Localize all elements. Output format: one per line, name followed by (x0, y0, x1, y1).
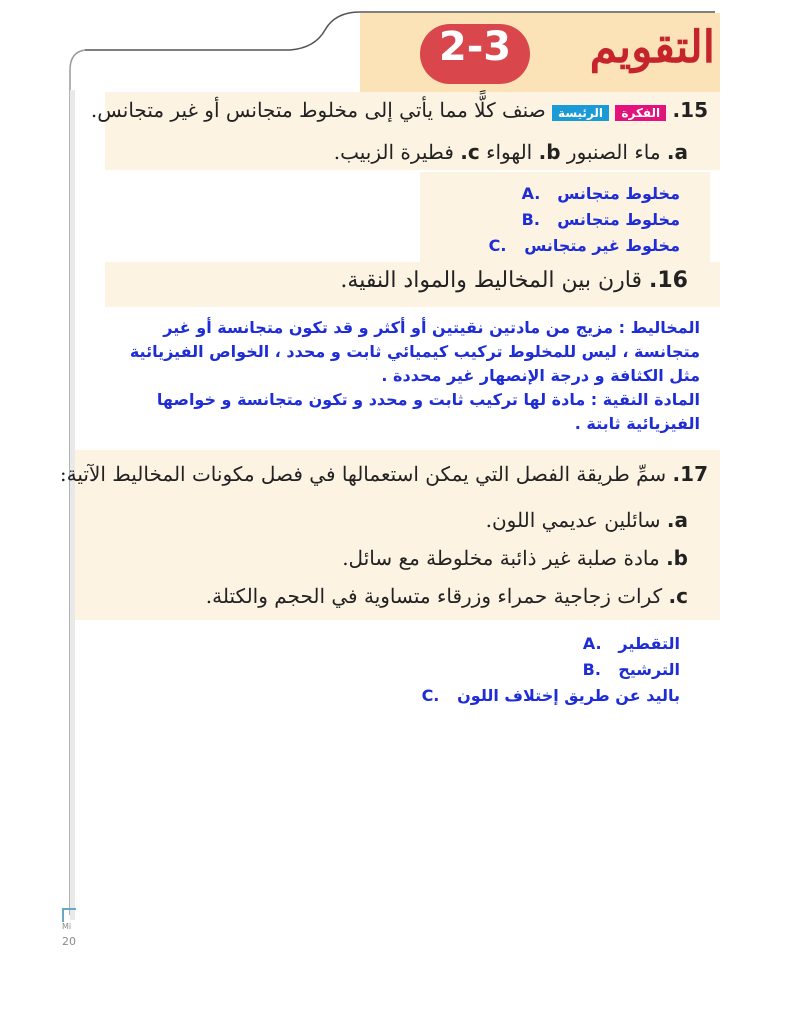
q15-answer-a-text: مخلوط متجانس (557, 184, 680, 203)
q15-number: 15. (672, 98, 708, 122)
q17-option-c-text: كرات زجاجية حمراء وزرقاء متساوية في الحجم والكتلة. (205, 584, 663, 608)
q15-option-a-letter: a. (666, 140, 688, 164)
footer-logo-icon (62, 908, 76, 922)
q17-option-b-letter: b. (666, 546, 688, 570)
q15-answer-b-text: مخلوط متجانس (557, 210, 680, 229)
q15-option-c-letter: c. (460, 140, 480, 164)
q17-option-c (150, 584, 688, 614)
q15-chip-main: الرئيسة (552, 105, 609, 121)
q15-answer-b-letter: B. (521, 210, 540, 229)
q17-answer-c (380, 686, 680, 708)
q17-answer-b-text: الترشيح (618, 660, 680, 679)
q16-answer-line-2: متجانسة ، ليس للمخلوط تركيب كيميائي ثابت و محدد ، الخواص الفيزيائية (129, 342, 700, 361)
section-number: 2-3 (420, 24, 530, 84)
q15-chip-idea: الفكرة (615, 105, 666, 121)
q17-option-a (300, 508, 688, 538)
q17-option-b (250, 546, 688, 576)
q15-answer-c (430, 236, 680, 258)
q17-option-a-letter: a. (666, 508, 688, 532)
q15-answer-a (430, 184, 680, 206)
q15-answer-b (430, 210, 680, 232)
q16-question (280, 268, 688, 300)
q15-answer-c-letter: C. (488, 236, 507, 255)
q17-answer-c-text: باليد عن طريق إختلاف اللون (457, 686, 680, 705)
q17-answer-c-letter: C. (421, 686, 440, 705)
section-title: التقويم (589, 22, 715, 73)
q17-question (59, 462, 708, 492)
q15-answer-c-text: مخلوط غير متجانس (524, 236, 680, 255)
q16-answer-line-1: المخاليط : مزيج من مادتين نقيتين أو أكثر و قد تكون متجانسة أو غير (163, 318, 700, 337)
q17-number: 17. (672, 462, 708, 486)
q17-answer-b-letter: B. (582, 660, 601, 679)
q15-question (90, 98, 708, 128)
q17-text: سمِّ طريقة الفصل التي يمكن استعمالها في فصل مكونات المخاليط الآتية: (59, 462, 667, 486)
q17-option-a-text: سائلين عديمي اللون. (485, 508, 661, 532)
q17-option-b-text: مادة صلبة غير ذائبة مخلوطة مع سائل. (342, 546, 660, 570)
q16-number: 16. (649, 268, 688, 293)
q15-answer-a-letter: A. (521, 184, 541, 203)
q17-answer-a-letter: A. (582, 634, 602, 653)
q15-options (300, 140, 688, 170)
q17-option-c-letter: c. (668, 584, 688, 608)
q15-option-b-letter: b. (538, 140, 561, 164)
q16-answer-line-3: مثل الكثافة و درجة الإنصهار غير محددة . (381, 366, 700, 385)
q16-text: قارن بين المخاليط والمواد النقية. (340, 268, 643, 293)
q17-answer-b (380, 660, 680, 682)
q16-answer-line-5: الفيزيائية ثابتة . (574, 414, 700, 433)
footer-line-2: 20 (62, 935, 76, 948)
q16-answer-line-4: المادة النقية : مادة لها تركيب ثابت و محدد و تكون متجانسة و خواصها (156, 390, 700, 409)
q17-answer-a (380, 634, 680, 656)
q17-answer-a-text: التقطير (618, 634, 680, 653)
q15-option-c-text: فطيرة الزبيب. (333, 140, 454, 164)
q15-option-a-text: ماء الصنبور (566, 140, 661, 164)
q15-option-b-text: الهواء (486, 140, 533, 164)
q15-text: صنف كلًّا مما يأتي إلى مخلوط متجانس أو غير متجانس. (90, 98, 546, 122)
footer-line-1: Mi (62, 922, 72, 931)
